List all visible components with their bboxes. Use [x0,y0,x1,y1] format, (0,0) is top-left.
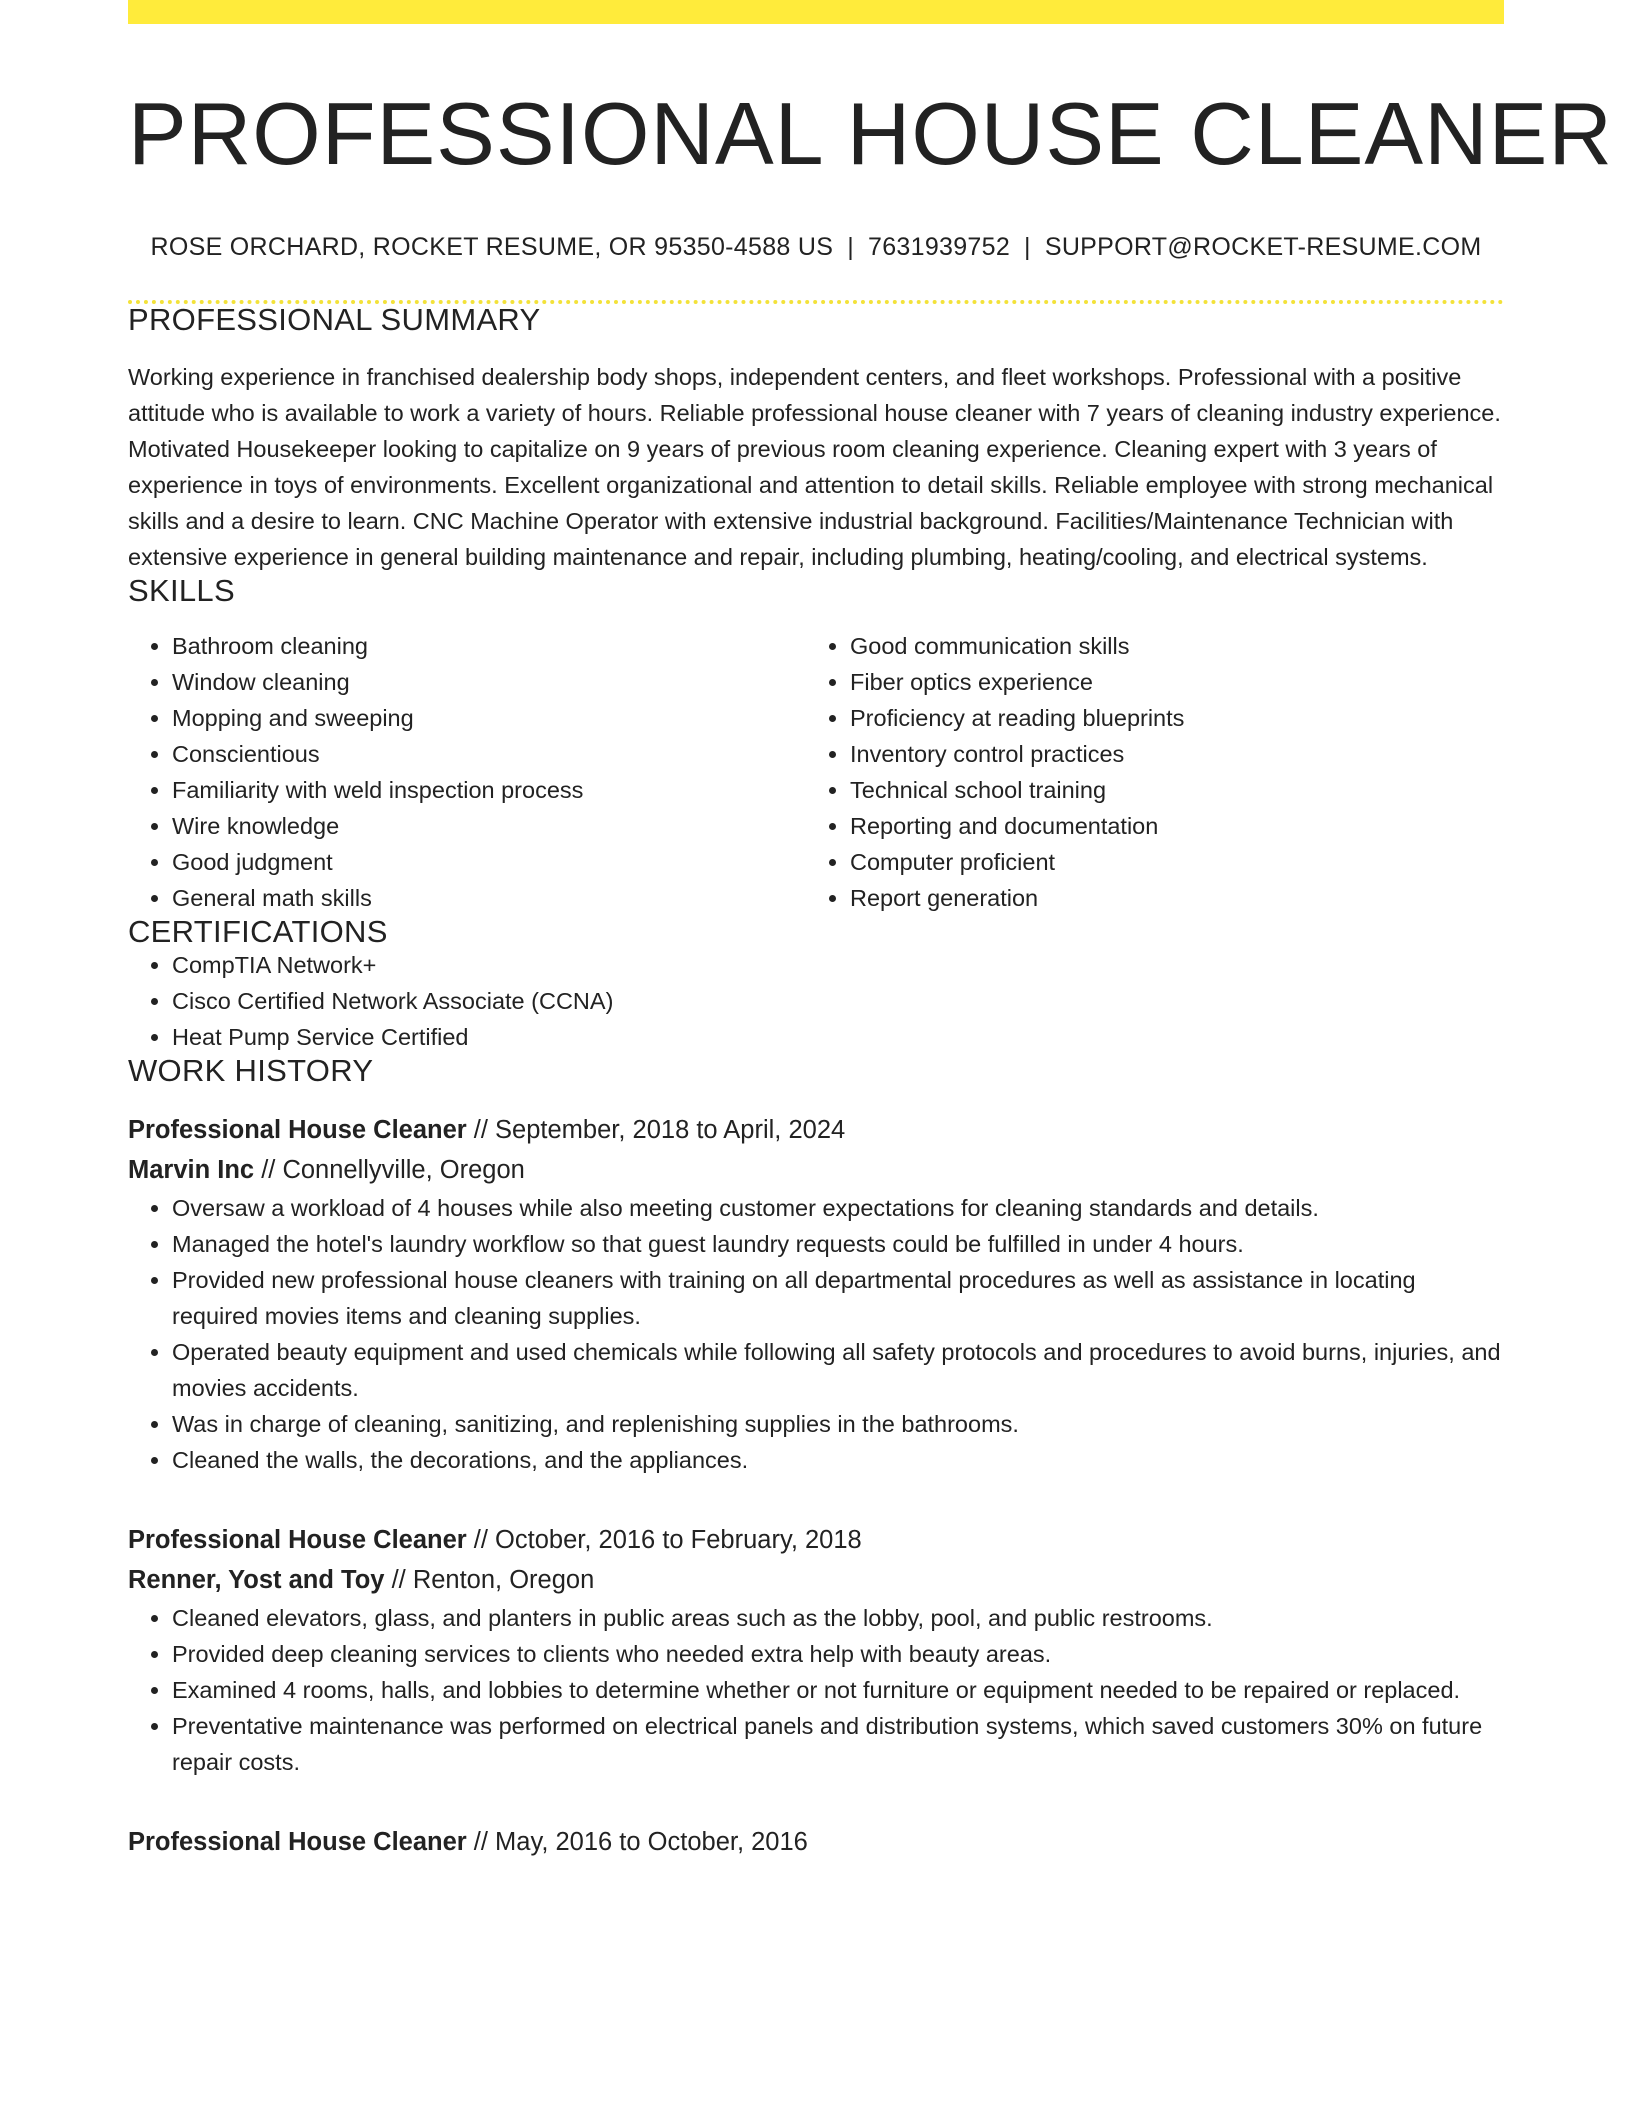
job-title: Professional House Cleaner [128,1115,467,1144]
skills-heading: SKILLS [128,572,235,608]
skill-item: • Conscientious [172,736,806,772]
job-duty-item: • Operated beauty equipment and used chemicals while following all safety protocols and procedures to avoid burns, injuries, and movies accidents. [172,1334,1504,1406]
summary-text: Working experience in franchised dealership body shops, independent centers, and fleet workshops. Professional with a positive attitude who is available to work a variety of hours. Reliable professional house cleaner with 7 years of cleaning industry experience. Motivated Housekeeper looking to capitalize on 9 years of previous room cleaning experience. Cleaning expert with 3 years of experience in toys of environments. Excellent organizational and attention to detail skills. Reliable employee with strong mechanical skills and a desire to learn. CNC Machine Operator with extensive industrial background. Facilities/Maintenance Technician with extensive experience in general building maintenance and repair, including plumbing, heating/cooling, and electrical systems. [128,363,1501,570]
job-location: // Renton, Oregon [384,1565,595,1594]
skill-item: • Computer proficient [850,844,1484,880]
certifications-heading: CERTIFICATIONS [128,913,388,949]
skills-columns [128,628,1504,916]
skills-list-right [806,628,1484,916]
job-company: Marvin Inc [128,1155,255,1184]
skill-item: • Bathroom cleaning [172,628,806,664]
contact-address: ROSE ORCHARD, ROCKET RESUME, OR 95350-4588 US [150,232,834,261]
accent-bar [128,0,1504,24]
skill-item: • Inventory control practices [850,736,1484,772]
skill-item: • Fiber optics experience [850,664,1484,700]
job-duty-item: • Provided new professional house cleaners with training on all departmental procedures as well as assistance in locating required movies items and cleaning supplies. [172,1262,1504,1334]
job-title-line [128,1110,1504,1150]
contact-line [128,233,1504,262]
skills-list-left [128,628,806,916]
job-duty-item: • Preventative maintenance was performed on electrical panels and distribution systems, which saved customers 30% on future repair costs. [172,1708,1504,1780]
skill-item: • Good judgment [172,844,806,880]
job-title-line [128,1822,1504,1862]
skill-item: • Wire knowledge [172,808,806,844]
resume-page [128,0,1613,1862]
contact-separator: | [847,232,854,261]
job-duties-list [128,1190,1504,1478]
contact-separator: | [1024,232,1031,261]
job-duty-item: • Provided deep cleaning services to clients who needed extra help with beauty areas. [172,1636,1504,1672]
job-dates: // October, 2016 to February, 2018 [466,1525,862,1554]
summary-heading: PROFESSIONAL SUMMARY [128,301,541,337]
job-title-line [128,1520,1504,1560]
job-dates: // May, 2016 to October, 2016 [466,1827,808,1856]
skill-item: • Report generation [850,880,1484,916]
job-company-line [128,1150,1504,1190]
certifications-list [128,947,1504,1055]
skill-item: • Window cleaning [172,664,806,700]
resume-title: PROFESSIONAL HOUSE CLEANER [128,84,1613,183]
job-location: // Connellyville, Oregon [254,1155,525,1184]
contact-email: SUPPORT@ROCKET-RESUME.COM [1044,232,1482,261]
job-dates: // September, 2018 to April, 2024 [466,1115,846,1144]
skill-item: • Familiarity with weld inspection process [172,772,806,808]
job-duty-item: • Managed the hotel's laundry workflow so that guest laundry requests could be fulfilled in under 4 hours. [172,1226,1504,1262]
contact-phone: 7631939752 [868,232,1011,261]
job-duty-item: • Oversaw a workload of 4 houses while also meeting customer expectations for cleaning standards and details. [172,1190,1504,1226]
job-duties-list [128,1600,1504,1780]
job-company: Renner, Yost and Toy [128,1565,385,1594]
certification-item: • CompTIA Network+ [172,947,1504,983]
job-title: Professional House Cleaner [128,1827,467,1856]
job-duty-item: • Was in charge of cleaning, sanitizing, and replenishing supplies in the bathrooms. [172,1406,1504,1442]
job-company-line [128,1560,1504,1600]
job-duty-item: • Cleaned the walls, the decorations, and the appliances. [172,1442,1504,1478]
certification-item: • Heat Pump Service Certified [172,1019,1504,1055]
skill-item: • General math skills [172,880,806,916]
skill-item: • Mopping and sweeping [172,700,806,736]
skill-item: • Proficiency at reading blueprints [850,700,1484,736]
job-duty-item: • Examined 4 rooms, halls, and lobbies to determine whether or not furniture or equipment needed to be repaired or replaced. [172,1672,1504,1708]
work-history-heading: WORK HISTORY [128,1052,374,1088]
skill-item: • Good communication skills [850,628,1484,664]
skill-item: • Technical school training [850,772,1484,808]
job-duty-item: • Cleaned elevators, glass, and planters in public areas such as the lobby, pool, and public restrooms. [172,1600,1504,1636]
certification-item: • Cisco Certified Network Associate (CCNA) [172,983,1504,1019]
skill-item: • Reporting and documentation [850,808,1484,844]
job-title: Professional House Cleaner [128,1525,467,1554]
